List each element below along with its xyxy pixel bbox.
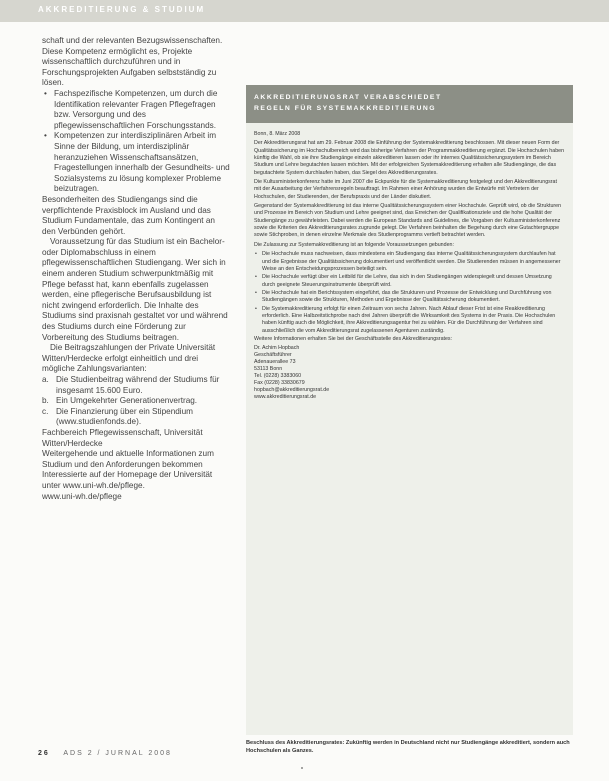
list-item: b. Ein Umgekehrter Generationenvertrag. xyxy=(42,396,198,406)
header-bar xyxy=(0,0,609,22)
contact-website[interactable]: www.akkreditierungsrat.de xyxy=(254,394,317,401)
box-date: Bonn, 8. März 2008 xyxy=(254,131,301,137)
box-paragraph: Der Akkreditierungsrat hat am 29. Februar 2008 die Einführung der Systemakkreditierung beschlossen. Mit dieser neuen Form der Qualitätssicherung im Hochschulbereich wird das bisherige Verfahren der Programmakkreditierung ergänzt. Die Hochschulen haben künftig die Wahl, ob sie ihre Studiengänge einzeln akkreditieren lassen oder ihr internes Qualitätssicherungssystem im Bereich Studium und Lehre begutachten lassen möchten. Mit der erfolgreichen Systemakkreditierung erhalten alle Studiengänge, die das begutachtete System durchlaufen haben, das Siegel des Akkreditierungsrates. xyxy=(254,140,565,176)
list-item: • Die Systemakkreditierung erfolgt für einen Zeitraum von sechs Jahren. Nach Ablauf dieser Frist ist eine Reakkreditierung erforderlich. Eine Halbzeitstichprobe nach drei Jahren überprüft die Wirksamkeit des Systems in der Praxis. Die Hochschulen haben künftig auch die Möglichkeit, ihre Akkreditierungsagentur frei zu wählen. Für die Durchführung der Verfahren sind ausschließlich die vom Akkreditierungsrat zugelassenen Agenturen zuständig. xyxy=(262,306,565,335)
features-paragraph: Besonderheiten des Studiengangs sind die verpflichtende Praxisblock im Ausland und das Studium Fundamentale, das zum Kontingent an den Verbünden gehört. xyxy=(42,194,215,236)
list-item: • Kompetenzen zur interdisziplinären Arbeit im Sinne der Bildung, um interdisziplinär heranzuziehen Wissenschaftsansätzen, Fragestellungen innerhalb der Gesundheits- und Sozialsystems zu lösung komplexer Probleme beizutragen. xyxy=(54,131,230,195)
contact-info: Fachbereich Pflegewissenschaft, Universität Witten/Herdecke xyxy=(42,427,203,448)
page-number: 26 xyxy=(38,750,50,757)
contact-block xyxy=(254,345,565,401)
info-box xyxy=(246,85,573,735)
contact-line: Dr. Achim Hopbach xyxy=(254,345,300,352)
list-item: • Die Hochschule verfügt über ein Leitbild für die Lehre, das sich in den Studiengängen widerspiegelt und dessen Umsetzung durch geeignete Steuerungsinstrumente überprüft wird. xyxy=(262,274,565,289)
competence-list xyxy=(42,89,230,195)
box-paragraph: Gegenstand der Systemakkreditierung ist das interne Qualitätssicherungssystem einer Hochschule. Geprüft wird, ob die Strukturen und Prozesse im Bereich von Studium und Lehre geeignet sind, das Erreichen der Qualifikationsziele und die hohe Qualität der Studiengänge zu gewährleisten. Dabei werden die European Standards and Guidelines, die Vorgaben der Kultusministerkonferenz sowie die Kriterien des Akkreditierungsrates zugrunde gelegt. Die Verfahren beinhalten die Begehung durch eine Gutachtergruppe sowie Stichproben, in denen einzelne Merkmale des Studienprogramms vertieft betrachtet werden. xyxy=(254,203,562,239)
box-criteria-list xyxy=(254,251,565,335)
list-item: c. Die Finanzierung über ein Stipendium (www.studienfonds.de). xyxy=(42,406,193,427)
contact-line: Fax (0228) 33830679 xyxy=(254,380,305,387)
page-dot xyxy=(301,767,303,769)
section-label: AKKREDITIERUNG & STUDIUM xyxy=(38,5,206,14)
box-closing: Weitere Informationen erhalten Sie bei der Geschäftsstelle des Akkreditierungsrates: xyxy=(254,335,453,342)
box-paragraph: Die Zulassung zur Systemakkreditierung ist an folgende Voraussetzungen gebunden: xyxy=(254,241,454,248)
contact-line: Adenauerallee 73 xyxy=(254,359,296,366)
website-link[interactable]: www.uni-wh.de/pflege xyxy=(42,491,122,501)
left-column xyxy=(42,36,230,502)
contact-line: 53113 Bonn xyxy=(254,366,283,373)
list-item: • Die Hochschule muss nachweisen, dass mindestens ein Studiengang das interne Qualitätssicherungssystem durchlaufen hat und die Ergebnisse der Qualitätssicherung dokumentiert und veröffentlicht werden. Die Studierenden müssen in angemessener Weise an den Entscheidungsprozessen beteiligt sein. xyxy=(262,251,565,273)
box-body xyxy=(246,123,573,401)
payment-options xyxy=(42,375,230,428)
payment-paragraph: Die Beitragszahlungen der Private Universität Witten/Herdecke erfolgt einheitlich und drei mögliche Zahlungsvarianten: xyxy=(42,343,216,374)
more-info-paragraph: Weitergehende und aktuelle Informationen zum Studium und den Anforderungen bekommen Interessierte auf der Homepage der Universität unter www.uni-wh.de/pflege. xyxy=(42,449,214,490)
list-item: a. Die Studienbeitrag während der Studiums für insgesamt 15.600 Euro. xyxy=(42,375,220,395)
box-header xyxy=(246,85,573,123)
contact-line: Geschäftsführer xyxy=(254,352,292,359)
page-footer xyxy=(38,750,172,757)
box-paragraph: Die Kultusministerkonferenz hatte im Juni 2007 die Eckpunkte für die Systemakkreditierung festgelegt und den Akkreditierungsrat mit der Ausarbeitung der Verfahrensregeln beauftragt. Im Rahmen einer Anhörung wurden die Entwürfe mit Vertretern der Hochschulen, der Studierenden, der Berufspraxis und der Länder diskutiert. xyxy=(254,179,557,200)
box-title-line2: REGELN FÜR SYSTEMAKKREDITIERUNG xyxy=(254,105,437,112)
requirements-paragraph: Voraussetzung für das Studium ist ein Bachelor- oder Diplomabschluss in einem pflegewissenschaftlichen Studiengang. Wer sich in einem anderen Studium schwerpunktmäßig mit Pflege befasst hat, kann ebenfalls zugelassen werden, eine pflegerische Berufsausbildung ist nicht zwingend erforderlich. Die Inhalte des Studiums sind praxisnah gestaltet vor und während des Studiums durch eine Förderung zur Vorbereitung des Studiums beitragen. xyxy=(42,237,228,342)
box-caption: Beschluss des Akkreditierungsrates: Zukünftig werden in Deutschland nicht nur Studiengänge akkreditiert, sondern auch Hochschulen als Ganzes. xyxy=(246,740,570,754)
list-item: • Die Hochschule hat ein Berichtssystem eingeführt, das die Strukturen und Prozesse der Entwicklung und Durchführung von Studiengängen sowie die Strukturen, Methoden und Ergebnisse der Qualitätssicherung dokumentiert. xyxy=(262,290,565,305)
box-title-line1: AKKREDITIERUNGSRAT VERABSCHIEDET xyxy=(254,94,442,101)
intro-paragraph: schaft und der relevanten Bezugswissenschaften. Diese Kompetenz ermöglicht es, Projekte wissenschaftlich durchzuführen und in Forschungsprojekten Aufgaben selbstständig zu lösen. xyxy=(42,36,223,88)
list-item: • Fachspezifische Kompetenzen, um durch die Identifikation relevanter Fragen Pflegefragen bzw. Versorgung und des pflegewissenschaftlichen Forschungsstands. xyxy=(54,89,230,131)
magazine-name: ADS 2 / JURNAL 2008 xyxy=(63,750,172,757)
contact-line: Tel. (0228) 3383060 xyxy=(254,373,302,380)
contact-email[interactable]: hopbach@akkreditierungsrat.de xyxy=(254,387,330,394)
